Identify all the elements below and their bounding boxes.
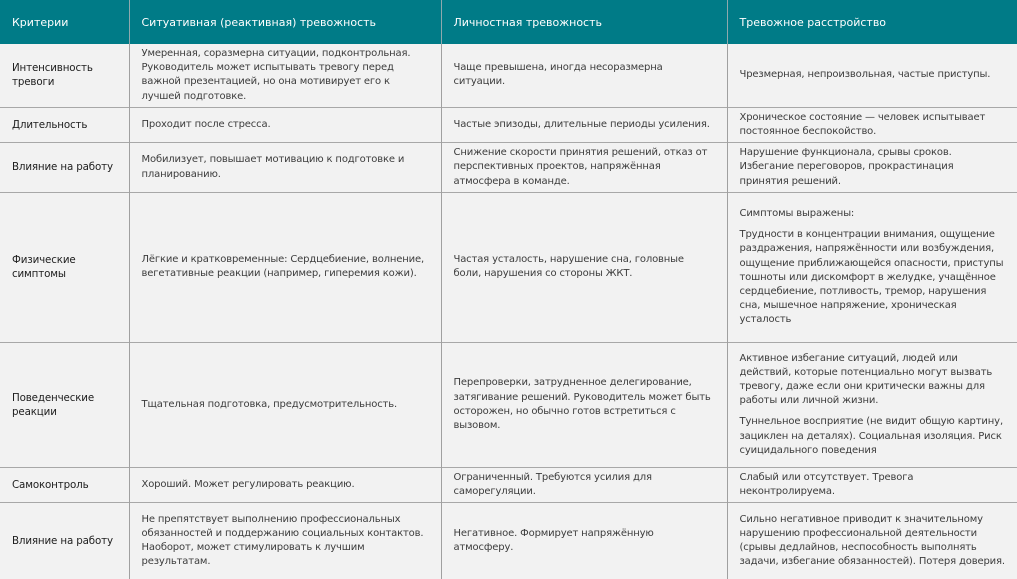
situational-cell bbox=[129, 467, 441, 502]
cell-paragraph: Мобилизует, повышает мотивацию к подготовке и планированию. bbox=[141, 154, 405, 180]
personal-cell bbox=[441, 44, 727, 107]
cell-paragraph: Ограниченный. Требуются усилия для саморегуляции. bbox=[453, 471, 652, 498]
table-header bbox=[0, 0, 1017, 44]
criteria-cell: Длительность bbox=[0, 107, 129, 142]
cell-paragraph: Трудности в концентрации внимания, ощущение раздражения, напряжённости или возбуждения, ощущение приближающейся опасности, приступы тошноты или дискомфорт в желудке, учащённое сердцебиение, потливость, тремор, нарушения сна, мышечное напряжение, хроническая усталость bbox=[739, 229, 1004, 326]
criteria-cell: Интенсивность тревоги bbox=[0, 44, 129, 107]
personal-cell bbox=[441, 107, 727, 142]
cell-paragraph: Тщательная подготовка, предусмотрительность. bbox=[141, 398, 397, 410]
cell-paragraph: Частая усталость, нарушение сна, головные боли, нарушения со стороны ЖКТ. bbox=[453, 254, 684, 280]
table-row bbox=[0, 44, 1017, 107]
cell-paragraph: Перепроверки, затрудненное делегирование, затягивание решений. Руководитель может быть осторожен, но обычно готов встретиться с вызовом. bbox=[453, 377, 711, 432]
personal-cell bbox=[441, 342, 727, 467]
cell-paragraph: Слабый или отсутствует. Тревога неконтролируема. bbox=[739, 471, 914, 498]
personal-cell bbox=[441, 143, 727, 193]
personal-cell bbox=[441, 503, 727, 579]
criteria-cell: Влияние на работу bbox=[0, 143, 129, 193]
header-row bbox=[0, 0, 1017, 44]
criteria-cell: Влияние на работу bbox=[0, 503, 129, 579]
criteria-cell: Поведенческие реакции bbox=[0, 342, 129, 467]
cell-paragraph: Проходит после стресса. bbox=[141, 118, 271, 130]
disorder-cell bbox=[727, 342, 1017, 467]
criteria-cell: Физические симптомы bbox=[0, 192, 129, 342]
disorder-cell bbox=[727, 503, 1017, 579]
cell-paragraph: Хороший. Может регулировать реакцию. bbox=[141, 478, 355, 490]
cell-paragraph: Негативное. Формирует напряжённую атмосферу. bbox=[453, 527, 654, 553]
disorder-cell bbox=[727, 467, 1017, 502]
cell-paragraph: Не препятствует выполнению профессиональных обязанностей и поддержанию социальных контактов. Наоборот, может стимулировать к лучшим результатам. bbox=[141, 513, 424, 568]
header-situational-anxiety: Ситуативная (реактивная) тревожность bbox=[129, 0, 441, 44]
cell-paragraph: Чрезмерная, непроизвольная, частые приступы. bbox=[739, 69, 991, 81]
cell-paragraph: Активное избегание ситуаций, людей или действий, которые потенциально могут вызвать тревогу, даже если они критически важны для работы или личной жизни. bbox=[739, 352, 993, 407]
header-personal-anxiety: Личностная тревожность bbox=[441, 0, 727, 44]
cell-paragraph: Сильно негативное приводит к значительному нарушению профессиональной деятельности (срывы дедлайнов, неспособность выполнять задачи, избегание обязанностей). Потеря доверия. bbox=[739, 513, 1005, 568]
cell-paragraph: Умеренная, соразмерна ситуации, подконтрольная. Руководитель может испытывать тревогу перед важной презентацией, но она мотивирует его к лучшей подготовке. bbox=[141, 48, 411, 102]
cell-paragraph: Туннельное восприятие (не видит общую картину, зациклен на деталях). Социальная изоляция. Риск суицидального поведения bbox=[739, 416, 1003, 456]
cell-paragraph: Лёгкие и кратковременные: Сердцебиение, волнение, вегетативные реакции (например, гиперемия кожи). bbox=[141, 254, 425, 280]
cell-paragraph: Снижение скорости принятия решений, отказ от перспективных проектов, напряжённая атмосфера в команде. bbox=[453, 147, 708, 187]
cell-paragraph: Хроническое состояние — человек испытывает постоянное беспокойство. bbox=[739, 111, 986, 138]
table-body bbox=[0, 44, 1017, 579]
cell-paragraph: Нарушение функционала, срывы сроков. Избегание переговоров, прокрастинация принятия решений. bbox=[739, 147, 954, 187]
cell-paragraph: Частые эпизоды, длительные периоды усиления. bbox=[453, 118, 710, 130]
situational-cell bbox=[129, 503, 441, 579]
situational-cell bbox=[129, 143, 441, 193]
disorder-cell bbox=[727, 44, 1017, 107]
table-row bbox=[0, 107, 1017, 142]
table-row bbox=[0, 143, 1017, 193]
disorder-cell bbox=[727, 107, 1017, 142]
table-row bbox=[0, 342, 1017, 467]
cell-paragraph: Чаще превышена, иногда несоразмерна ситуации. bbox=[453, 62, 663, 88]
table-row bbox=[0, 192, 1017, 342]
situational-cell bbox=[129, 44, 441, 107]
situational-cell bbox=[129, 107, 441, 142]
header-criteria: Критерии bbox=[0, 0, 129, 44]
situational-cell bbox=[129, 192, 441, 342]
header-anxiety-disorder: Тревожное расстройство bbox=[727, 0, 1017, 44]
criteria-cell: Самоконтроль bbox=[0, 467, 129, 502]
disorder-cell bbox=[727, 143, 1017, 193]
table-row bbox=[0, 467, 1017, 502]
table-row bbox=[0, 503, 1017, 579]
personal-cell bbox=[441, 467, 727, 502]
situational-cell bbox=[129, 342, 441, 467]
personal-cell bbox=[441, 192, 727, 342]
disorder-cell bbox=[727, 192, 1017, 342]
cell-paragraph: Симптомы выражены: bbox=[739, 208, 855, 220]
